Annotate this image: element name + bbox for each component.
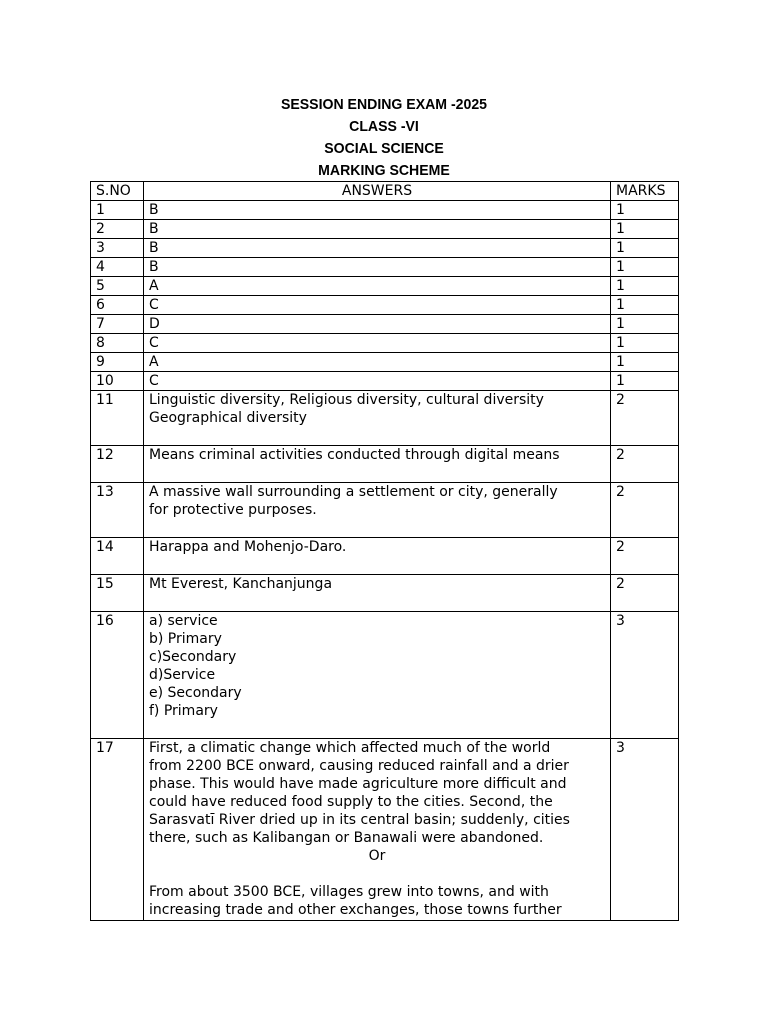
row-marks: 1 <box>611 258 679 277</box>
row-sno: 10 <box>91 372 144 391</box>
column-header-answers: ANSWERS <box>144 182 611 201</box>
row-marks: 3 <box>611 612 679 739</box>
column-header-sno: S.NO <box>91 182 144 201</box>
answer-line: B <box>149 240 159 256</box>
table-row <box>91 353 679 372</box>
table-row <box>91 201 679 220</box>
row-answer <box>144 258 611 277</box>
row-answer <box>144 353 611 372</box>
answer-line: A <box>149 278 159 294</box>
row-answer <box>144 239 611 258</box>
row-sno: 13 <box>91 483 144 538</box>
subject-label: SOCIAL SCIENCE <box>324 140 444 157</box>
row-marks: 2 <box>611 538 679 575</box>
row-answer <box>144 334 611 353</box>
answer-line: Geographical diversity <box>149 410 307 426</box>
table-row <box>91 296 679 315</box>
row-answer <box>144 612 611 739</box>
table-row <box>91 612 679 739</box>
row-answer <box>144 739 611 921</box>
scheme-label: MARKING SCHEME <box>318 162 450 179</box>
row-marks: 2 <box>611 575 679 612</box>
exam-title: SESSION ENDING EXAM -2025 <box>280 96 488 113</box>
answer-line: there, such as Kalibangan or Banawali were abandoned. <box>149 830 544 846</box>
answer-line: Linguistic diversity, Religious diversity, cultural diversity <box>149 392 544 408</box>
or-separator: Or <box>368 848 386 864</box>
table-row <box>91 538 679 575</box>
answer-line: C <box>149 297 159 313</box>
table-row <box>91 575 679 612</box>
row-sno: 4 <box>91 258 144 277</box>
table-row <box>91 446 679 483</box>
row-sno: 11 <box>91 391 144 446</box>
row-sno: 1 <box>91 201 144 220</box>
table-row <box>91 315 679 334</box>
answer-line: C <box>149 335 159 351</box>
answer-line: Sarasvatī River dried up in its central basin; suddenly, cities <box>149 812 570 828</box>
row-sno: 15 <box>91 575 144 612</box>
row-marks: 2 <box>611 446 679 483</box>
row-sno: 12 <box>91 446 144 483</box>
answer-line: B <box>149 221 159 237</box>
answer-line: b) Primary <box>149 631 222 647</box>
row-answer <box>144 446 611 483</box>
row-sno: 16 <box>91 612 144 739</box>
row-sno: 6 <box>91 296 144 315</box>
answer-line: c)Secondary <box>149 649 237 665</box>
answer-line: f) Primary <box>149 703 218 719</box>
answer-line: A <box>149 354 159 370</box>
answer-line: a) service <box>149 613 218 629</box>
row-answer <box>144 538 611 575</box>
class-label: CLASS -VI <box>349 118 419 135</box>
answer-line: D <box>149 316 160 332</box>
row-sno: 9 <box>91 353 144 372</box>
answer-line: for protective purposes. <box>149 502 317 518</box>
table-row <box>91 277 679 296</box>
table-row <box>91 391 679 446</box>
row-sno: 5 <box>91 277 144 296</box>
table-row <box>91 334 679 353</box>
row-answer <box>144 277 611 296</box>
column-header-marks: MARKS <box>611 182 679 201</box>
row-marks: 1 <box>611 353 679 372</box>
answer-line: Mt Everest, Kanchanjunga <box>149 576 333 592</box>
row-answer <box>144 315 611 334</box>
row-answer <box>144 391 611 446</box>
row-marks: 1 <box>611 296 679 315</box>
row-marks: 1 <box>611 277 679 296</box>
row-marks: 1 <box>611 220 679 239</box>
marking-scheme-table <box>90 181 679 921</box>
answer-line: Harappa and Mohenjo-Daro. <box>149 539 347 555</box>
table-row <box>91 739 679 921</box>
row-answer <box>144 201 611 220</box>
row-marks: 1 <box>611 334 679 353</box>
answer-line: d)Service <box>149 667 216 683</box>
row-answer <box>144 372 611 391</box>
answer-line: A massive wall surrounding a settlement or city, generally <box>149 484 558 500</box>
table-row <box>91 258 679 277</box>
table-row <box>91 372 679 391</box>
row-sno: 17 <box>91 739 144 921</box>
row-marks: 1 <box>611 372 679 391</box>
row-answer <box>144 220 611 239</box>
answer-line: C <box>149 373 159 389</box>
row-sno: 14 <box>91 538 144 575</box>
answer-line: e) Secondary <box>149 685 242 701</box>
row-answer <box>144 483 611 538</box>
row-marks: 1 <box>611 201 679 220</box>
table-row <box>91 239 679 258</box>
row-sno: 3 <box>91 239 144 258</box>
answer-line: increasing trade and other exchanges, those towns further <box>149 902 562 918</box>
row-marks: 2 <box>611 483 679 538</box>
row-marks: 2 <box>611 391 679 446</box>
row-sno: 2 <box>91 220 144 239</box>
table-header-row <box>91 182 679 201</box>
answer-line: Means criminal activities conducted through digital means <box>149 447 560 463</box>
row-sno: 8 <box>91 334 144 353</box>
answer-line: First, a climatic change which affected much of the world <box>149 740 551 756</box>
row-answer <box>144 575 611 612</box>
table-row <box>91 220 679 239</box>
blank-spacer <box>149 865 605 883</box>
answer-line: B <box>149 259 159 275</box>
row-sno: 7 <box>91 315 144 334</box>
answer-line: could have reduced food supply to the cities. Second, the <box>149 794 553 810</box>
document-header <box>23 94 745 182</box>
answer-line: from 2200 BCE onward, causing reduced rainfall and a drier <box>149 758 569 774</box>
row-marks: 1 <box>611 239 679 258</box>
answer-line: B <box>149 202 159 218</box>
row-marks: 1 <box>611 315 679 334</box>
answer-line: From about 3500 BCE, villages grew into towns, and with <box>149 884 549 900</box>
answer-line: phase. This would have made agriculture more difficult and <box>149 776 567 792</box>
table-row <box>91 483 679 538</box>
row-marks: 3 <box>611 739 679 921</box>
row-answer <box>144 296 611 315</box>
